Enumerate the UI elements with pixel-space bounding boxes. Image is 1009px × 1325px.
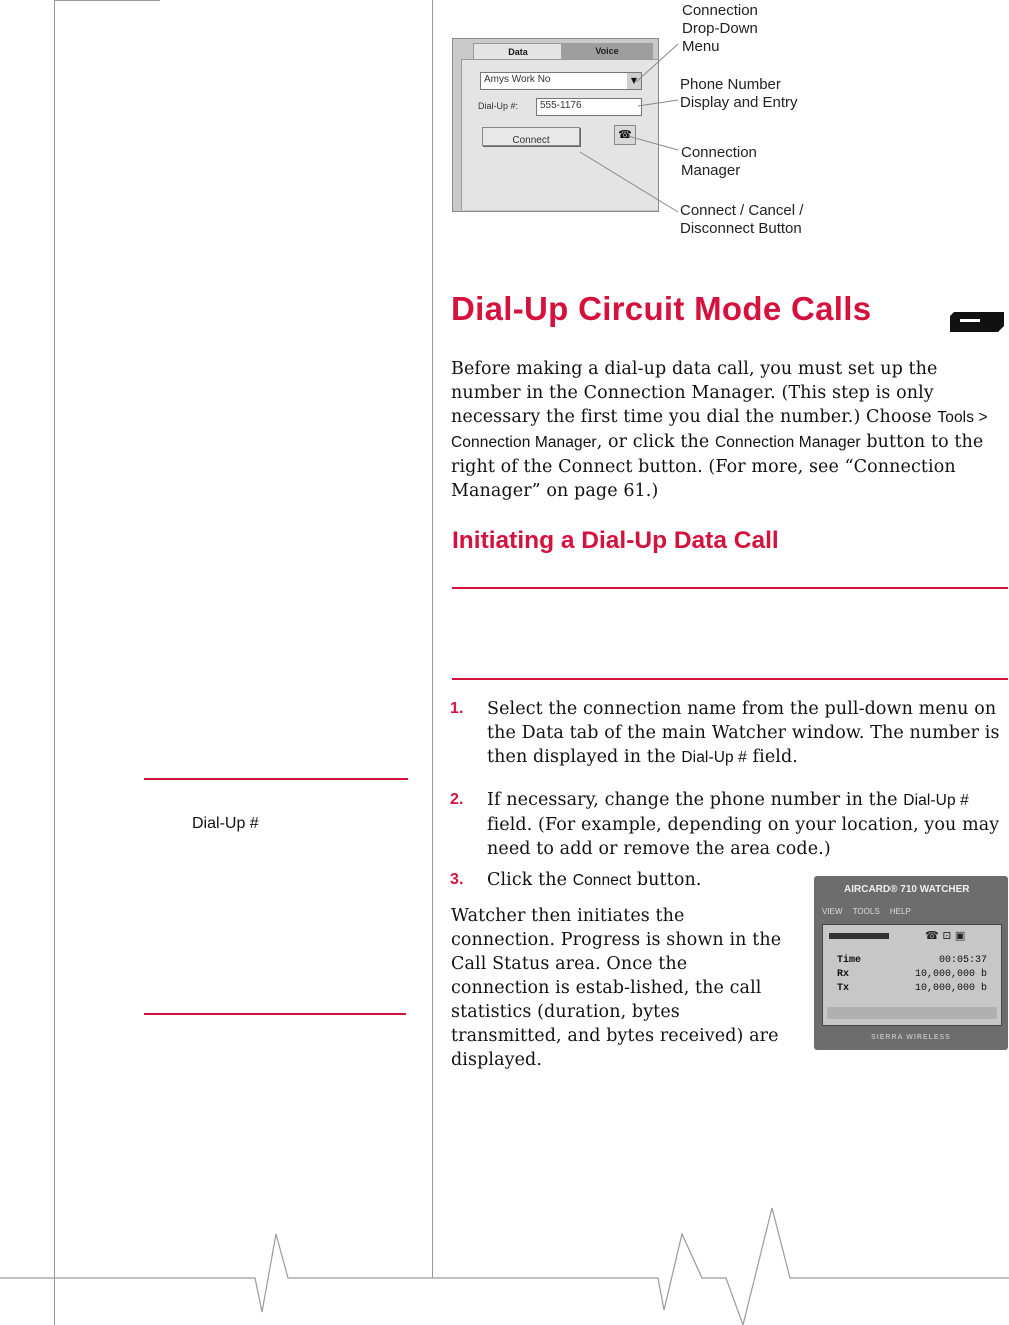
signal-strength-icon xyxy=(829,933,889,939)
closing-paragraph: Watcher then initiates the connection. Progress is shown in the Call Status area. Once the connection is estab-lished, the call statistics (duration, bytes transmitted, and bytes received) are displayed. xyxy=(451,906,782,1070)
column-divider xyxy=(432,0,433,1278)
watcher-brand: SIERRA WIRELESS xyxy=(871,1034,951,1041)
phone-number-value: 555-1176 xyxy=(540,100,582,111)
menu-view[interactable]: VIEW xyxy=(822,907,843,916)
menu-tools[interactable]: TOOLS xyxy=(852,907,880,916)
watcher-status-panel xyxy=(822,924,1002,1026)
step-2: 2. If necessary, change the phone number in the Dial-Up # field. (For example, depending on your location, you may need to add or remove the area code.) xyxy=(450,790,1000,859)
callout-phone-number: Phone Number Display and Entry xyxy=(680,76,798,111)
voice-tab[interactable]: Voice xyxy=(561,43,653,59)
modem-card-icon xyxy=(948,306,1006,334)
indicator-icons-row xyxy=(827,1007,997,1019)
chevron-down-icon[interactable]: ▼ xyxy=(627,73,641,89)
sidebar-rule-top xyxy=(144,778,408,780)
connection-manager-icon[interactable]: ☎ xyxy=(614,125,636,145)
page-title: Dial-Up Circuit Mode Calls xyxy=(451,290,872,327)
top-margin-line xyxy=(54,0,160,1)
step-3: 3. Click the Connect button. xyxy=(450,870,702,890)
data-tab[interactable]: Data xyxy=(473,43,563,60)
callout-connect-button: Connect / Cancel / Disconnect Button xyxy=(680,202,804,237)
ui-button-name: Connection Manager xyxy=(714,434,861,451)
section-heading: Initiating a Dial-Up Data Call xyxy=(452,527,779,554)
footer-pulse-line xyxy=(0,1200,1009,1325)
status-icons: ☎ ⊡ ▣ xyxy=(925,929,966,942)
sidebar-note: Dial-Up # xyxy=(192,815,259,832)
left-margin-line xyxy=(54,0,55,1325)
connect-button-label: Connect xyxy=(512,135,550,146)
dialup-label: Dial-Up #: xyxy=(478,101,519,111)
watcher-title: AIRCARD® 710 WATCHER xyxy=(844,884,970,895)
stat-time: Time 00:05:37 xyxy=(837,955,987,966)
red-rule-2 xyxy=(452,678,1008,680)
callout-connection-manager: Connection Manager xyxy=(681,144,757,179)
intro-paragraph: Before making a dial-up data call, you must set up the number in the Connection Manager. (This step is only necessary the first time you dial the number.) Choose Tools > Connection Manager, or click the Connection Manager button to the right of the Connect button. (For more, see “Connection Manager” on page 61.) xyxy=(451,359,988,501)
step-1: 1. Select the connection name from the pull-down menu on the Data tab of the main Watcher window. The number is then displayed in the Dial-Up # field. xyxy=(450,699,1000,767)
callout-leaders xyxy=(440,0,690,230)
callout-connection-dropdown: Connection Drop-Down Menu xyxy=(682,2,758,55)
menu-help[interactable]: HELP xyxy=(889,907,911,916)
stat-tx: Tx 10,000,000 b xyxy=(837,983,987,994)
red-rule-1 xyxy=(452,587,1008,589)
watcher-menu xyxy=(822,907,911,916)
menu-path: Tools > Connection Manager xyxy=(451,409,988,451)
connection-dropdown-value: Amys Work No xyxy=(484,74,551,85)
sidebar-rule-bottom xyxy=(144,1013,406,1015)
stat-rx: Rx 10,000,000 b xyxy=(837,969,987,980)
watcher-window-screenshot xyxy=(814,876,1008,1050)
